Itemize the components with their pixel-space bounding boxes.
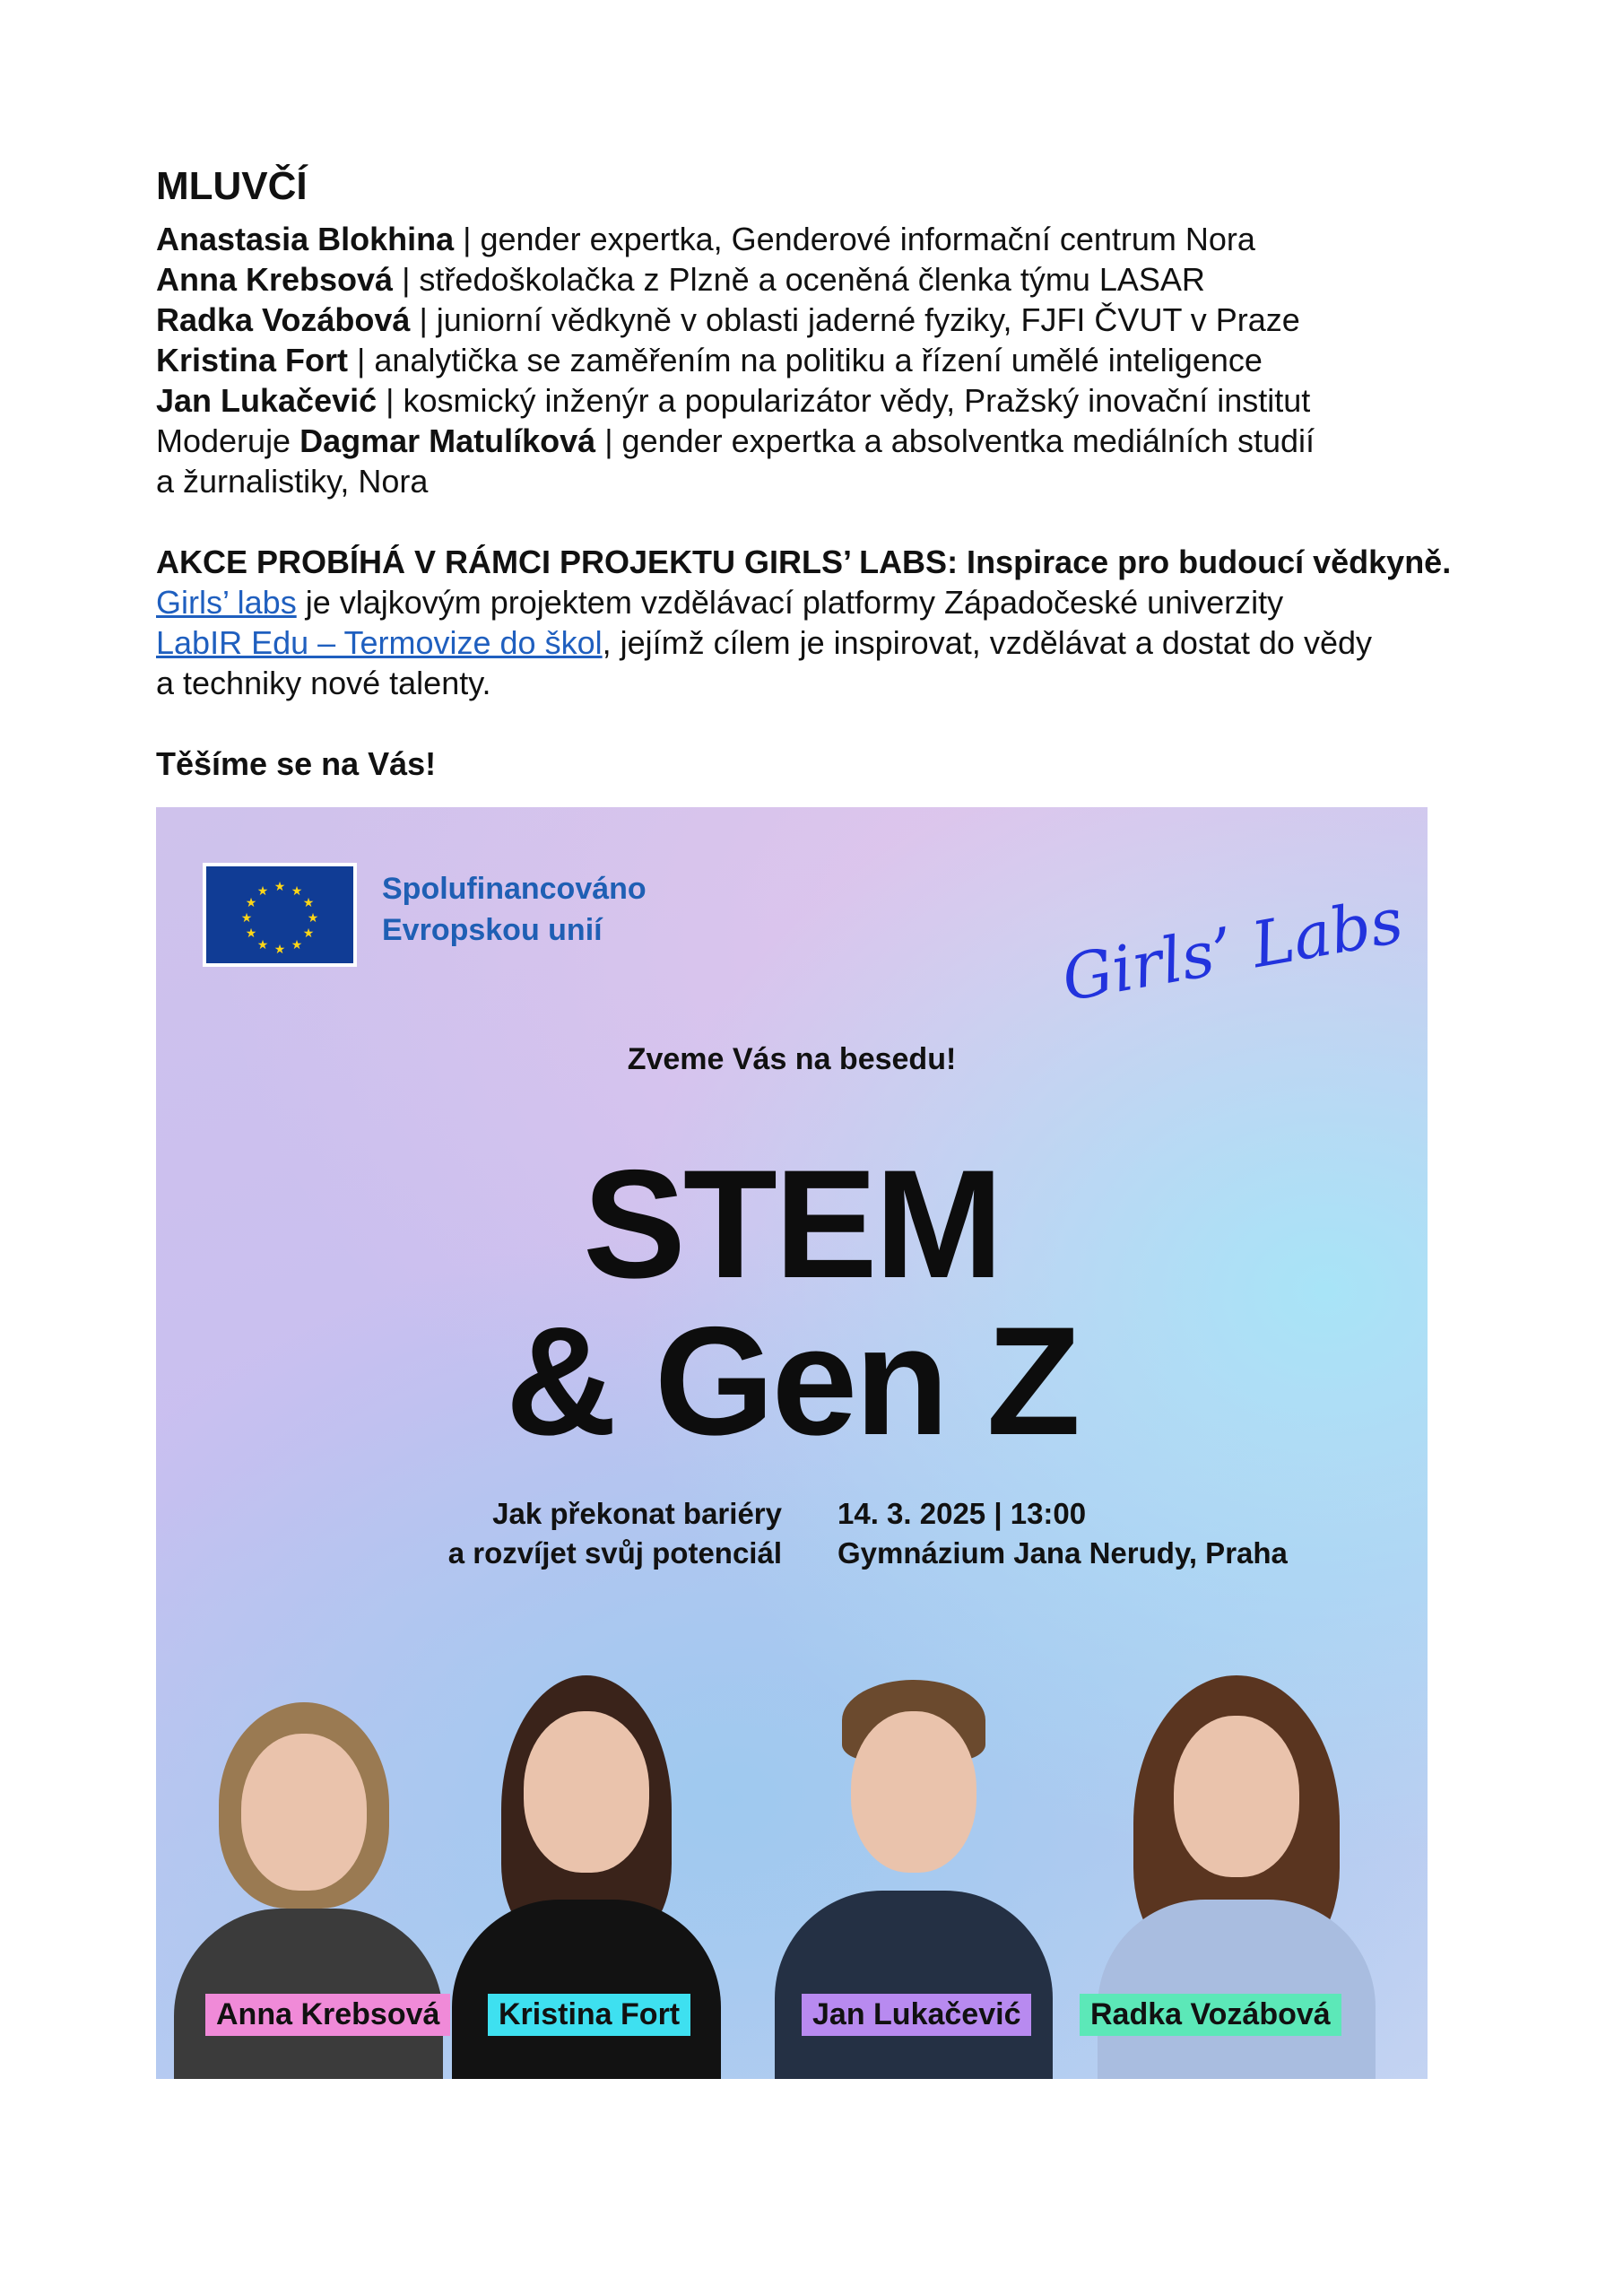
speaker-name: Anna Krebsová [156, 261, 394, 298]
name-tag-anna: Anna Krebsová [205, 1994, 450, 2036]
svg-text:★: ★ [291, 884, 303, 899]
speaker-line [156, 340, 1501, 380]
speaker-name: Kristina Fort [156, 342, 349, 378]
speaker-role: | středoškolačka z Plzně a oceněná členka týmu LASAR [393, 261, 1205, 298]
moderator-role: | gender expertka a absolventka mediálních studií [595, 422, 1315, 459]
name-tag-kristina: Kristina Fort [488, 1994, 690, 2036]
project-line-2 [156, 622, 1501, 663]
svg-text:★: ★ [245, 896, 257, 910]
poster-subtitle-line-2: a rozvíjet svůj potenciál [447, 1536, 782, 1570]
moderator-name: Dagmar Matulíková [299, 422, 596, 459]
speakers-heading: MLUVČÍ [156, 164, 308, 208]
speaker-role: | gender expertka, Genderové informační centrum Nora [454, 221, 1255, 257]
event-poster [156, 807, 1428, 2079]
speaker-line [156, 259, 1501, 300]
svg-text:★: ★ [273, 880, 286, 894]
poster-title-line-2: & Gen Z [505, 1295, 1079, 1467]
poster-subtitle [448, 1494, 782, 1573]
speaker-name: Jan Lukačević [156, 382, 378, 419]
moderator-line [156, 421, 1501, 461]
poster-event-info [838, 1494, 1288, 1573]
eu-cofinanced-text [382, 868, 647, 951]
invite-text: Zveme Vás na besedu! [627, 1042, 957, 1076]
project-heading-text: AKCE PROBÍHÁ V RÁMCI PROJEKTU GIRLS’ LABS: Inspirace pro budoucí vědkyně. [156, 544, 1452, 580]
svg-text:★: ★ [245, 926, 257, 941]
girls-labs-logo [1053, 883, 1409, 1022]
project-heading [156, 542, 1501, 582]
girls-labs-logo-text: Girls’ Labs [1056, 883, 1409, 1016]
project-text-1: je vlajkovým projektem vzdělávací platformy Západočeské univerzity [296, 584, 1284, 621]
speaker-line [156, 300, 1501, 340]
name-tag-jan: Jan Lukačević [802, 1994, 1031, 2036]
eu-text-line-1: Spolufinancováno [382, 872, 647, 906]
project-line-3: a techniky nové talenty. [156, 665, 491, 701]
project-line-1 [156, 582, 1501, 622]
svg-text:★: ★ [302, 896, 315, 910]
svg-text:★: ★ [273, 943, 286, 957]
name-tag-radka: Radka Vozábová [1080, 1994, 1341, 2036]
moderator-line-2: a žurnalistiky, Nora [156, 463, 429, 500]
poster-title-line-1: STEM [583, 1138, 1001, 1310]
svg-text:★: ★ [302, 926, 315, 941]
svg-text:★: ★ [307, 911, 319, 926]
document-text [156, 161, 1501, 784]
speaker-name: Radka Vozábová [156, 301, 411, 338]
svg-text:★: ★ [291, 938, 303, 952]
moderator-prefix: Moderuje [156, 422, 300, 459]
speaker-name: Anastasia Blokhina [156, 221, 455, 257]
event-venue: Gymnázium Jana Nerudy, Praha [838, 1536, 1288, 1570]
poster-subtitle-line-1: Jak překonat bariéry [492, 1497, 782, 1530]
girls-labs-link[interactable]: Girls’ labs [156, 584, 297, 621]
speaker-role: | kosmický inženýr a popularizátor vědy, Pražský inovační institut [377, 382, 1311, 419]
svg-text:★: ★ [240, 911, 253, 926]
speaker-line [156, 380, 1501, 421]
svg-text:★: ★ [256, 884, 269, 899]
speaker-line [156, 219, 1501, 259]
eu-flag-icon [203, 863, 357, 967]
project-text-2: , jejímž cílem je inspirovat, vzdělávat a dostat do vědy [602, 624, 1373, 661]
speaker-role: | juniorní vědkyně v oblasti jaderné fyziky, FJFI ČVUT v Praze [410, 301, 1300, 338]
svg-text:★: ★ [256, 938, 269, 952]
closing-text: Těšíme se na Vás! [156, 745, 437, 782]
event-date-time: 14. 3. 2025 | 13:00 [838, 1497, 1087, 1530]
eu-text-line-2: Evropskou unií [382, 913, 603, 947]
closing-line [156, 744, 1501, 784]
labir-edu-link[interactable]: LabIR Edu – Termovize do škol [156, 624, 603, 661]
speaker-role: | analytička se zaměřením na politiku a řízení umělé inteligence [348, 342, 1263, 378]
